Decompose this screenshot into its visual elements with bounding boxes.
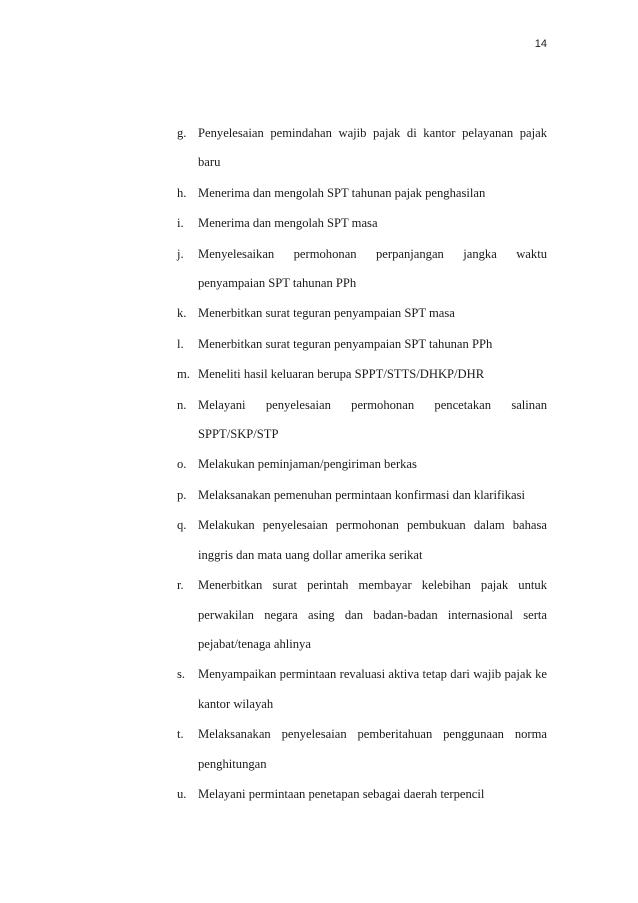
duty-list	[177, 119, 547, 810]
list-marker: l.	[177, 336, 184, 351]
list-item	[177, 330, 547, 359]
list-item	[177, 391, 547, 450]
list-item	[177, 240, 547, 299]
list-item	[177, 450, 547, 479]
list-item-text: Melaksanakan penyelesaian pemberitahuan penggunaan norma penghitungan	[198, 727, 547, 771]
list-item-text: Menerima dan mengolah SPT masa	[198, 216, 378, 231]
list-item	[177, 119, 547, 178]
list-marker: q.	[177, 518, 187, 533]
list-item-text: Menyampaikan permintaan revaluasi aktiva tetap dari wajib pajak ke kantor wilayah	[198, 667, 547, 711]
list-item	[177, 299, 547, 328]
list-item-text: Melayani penyelesaian permohonan pencetakan salinan SPPT/SKP/STP	[198, 397, 547, 442]
list-item	[177, 209, 547, 238]
list-marker: i.	[177, 216, 184, 231]
list-item	[177, 511, 547, 570]
list-marker: j.	[177, 246, 184, 261]
list-item-text: Melaksanakan pemenuhan permintaan konfirmasi dan klarifikasi	[198, 487, 525, 502]
list-marker: r.	[177, 578, 184, 593]
list-marker: h.	[177, 185, 187, 200]
list-marker: n.	[177, 397, 187, 412]
page-number: 14	[534, 38, 547, 50]
list-marker: p.	[177, 487, 187, 502]
list-item-text: Menyelesaikan permohonan perpanjangan jangka waktu penyampaian SPT tahunan PPh	[198, 246, 547, 291]
list-item-text: Menerbitkan surat perintah membayar kelebihan pajak untuk perwakilan negara asing dan badan-badan internasional serta pejabat/tenaga ahlinya	[198, 578, 547, 651]
list-item-text: Melakukan penyelesaian permohonan pembukuan dalam bahasa inggris dan mata uang dollar amerika serikat	[198, 518, 547, 562]
list-marker: m.	[177, 367, 190, 382]
list-item	[177, 660, 547, 719]
list-marker: t.	[177, 727, 184, 742]
list-marker: g.	[177, 126, 187, 140]
list-item	[177, 179, 547, 208]
list-item-text: Menerbitkan surat teguran penyampaian SPT tahunan PPh	[198, 336, 493, 351]
list-item-text: Melayani permintaan penetapan sebagai daerah terpencil	[198, 786, 485, 801]
list-item-text: Meneliti hasil keluaran berupa SPPT/STTS/DHKP/DHR	[198, 367, 485, 382]
list-item	[177, 360, 547, 389]
list-marker: s.	[177, 667, 186, 682]
list-item-text: Penyelesaian pemindahan wajib pajak di kantor pelayanan pajak baru	[198, 126, 547, 170]
list-marker: u.	[177, 786, 187, 801]
list-item	[177, 780, 547, 809]
list-item	[177, 571, 547, 659]
list-item-text: Menerima dan mengolah SPT tahunan pajak penghasilan	[198, 185, 486, 200]
list-item-text: Menerbitkan surat teguran penyampaian SPT masa	[198, 306, 455, 321]
list-item	[177, 481, 547, 510]
list-item	[177, 720, 547, 779]
list-item-text: Melakukan peminjaman/pengiriman berkas	[198, 457, 417, 472]
list-marker: o.	[177, 457, 187, 472]
list-marker: k.	[177, 306, 187, 321]
